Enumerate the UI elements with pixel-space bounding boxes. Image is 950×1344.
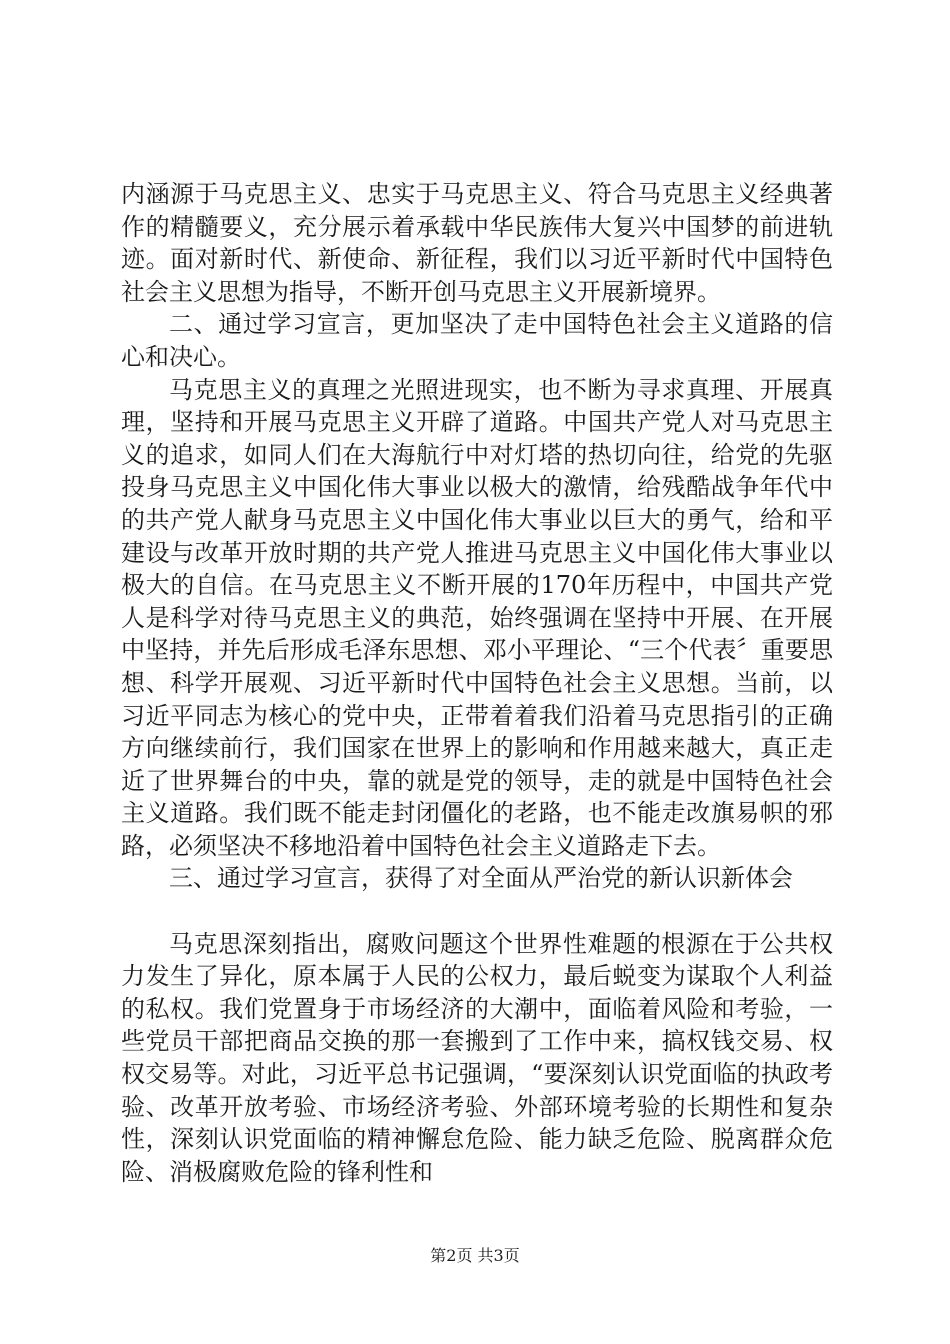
document-body — [121, 178, 833, 1188]
section-heading-three: 三、通过学习宣言，获得了对全面从严治党的新认识新体会 — [169, 864, 793, 893]
paragraph-continued: 内涵源于马克思主义、忠实于马克思主义、符合马克思主义经典著作的精髓要义，充分展示着承载中华民族伟大复兴中国梦的前进轨迹。面对新时代、新使命、新征程，我们以习近平新时代中国特色社会主义思想为指导，不断开创马克思主义开展新境界。 — [121, 180, 833, 306]
page-number-footer: 第2页 共3页 — [430, 1246, 520, 1265]
paragraph-marxism-truth: 马克思主义的真理之光照进现实，也不断为寻求真理、开展真理，坚持和开展马克思主义开辟了道路。中国共产党人对马克思主义的追求，如同人们在大海航行中对灯塔的热切向往，给党的先驱投身马克思主义中国化伟大事业以极大的激情，给残酷战争年代中的共产党人献身马克思主义中国化伟大事业以巨大的勇气，给和平建设与改革开放时期的共产党人推进马克思主义中国化伟大事业以极大的自信。在马克思主义不断开展的170年历程中，中国共产党人是科学对待马克思主义的典范，始终强调在坚持中开展、在开展中坚持，并先后形成毛泽东思想、邓小平理论、“三个代表〞重要思想、科学开展观、习近平新时代中国特色社会主义思想。当前，以习近平同志为核心的党中央，正带着着我们沿着马克思指引的正确方向继续前行，我们国家在世界上的影响和作用越来越大，真正走近了世界舞台的中央，靠的就是党的领导，走的就是中国特色社会主义道路。我们既不能走封闭僵化的老路，也不能走改旗易帜的邪路，必须坚决不移地沿着中国特色社会主义道路走下去。 — [121, 375, 833, 860]
paragraph-corruption: 马克思深刻指出，腐败问题这个世界性难题的根源在于公共权力发生了异化，原本属于人民的公权力，最后蜕变为谋取个人利益的私权。我们党置身于市场经济的大潮中，面临着风险和考验，一些党员干部把商品交换的那一套搬到了工作中来，搞权钱交易、权权交易等。对此，习近平总书记强调，“要深刻认识党面临的执政考验、改革开放考验、市场经济考验、外部环境考验的长期性和复杂性，深刻认识党面临的精神懈怠危险、能力缺乏危险、脱离群众危险、消极腐败危险的锋利性和 — [121, 929, 833, 1186]
section-heading-two: 二、通过学习宣言，更加坚决了走中国特色社会主义道路的信心和决心。 — [121, 310, 833, 371]
